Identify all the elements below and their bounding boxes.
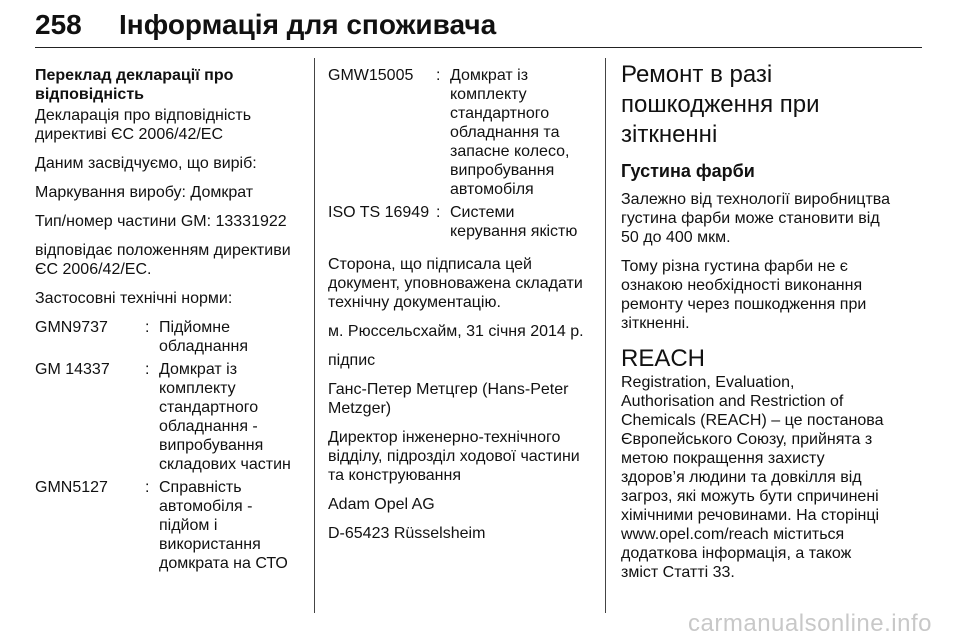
column-divider <box>605 58 606 613</box>
paragraph: Ганс-Петер Метцгер (Hans-Peter Metzger) <box>328 381 569 417</box>
norm-code: GM 14337 <box>35 361 110 378</box>
norm-desc: Справність автомобіля - підйом і використання домкрата на СТО <box>159 479 288 572</box>
norm-sep: : <box>436 67 441 84</box>
paragraph: Тип/номер частини GM: 13331922 <box>35 213 287 230</box>
paragraph: Застосовні технічні норми: <box>35 290 233 307</box>
paragraph: Директор інженерно-технічного відділу, підрозділ ходової частини та конструювання <box>328 429 580 484</box>
page-number: 258 <box>35 9 82 40</box>
norm-code: GMN9737 <box>35 319 108 336</box>
page-title: Інформація для споживача <box>119 9 497 40</box>
paragraph: підпис <box>328 352 376 369</box>
section-title: Ремонт в разі пошкодження при зіткненні <box>621 61 820 148</box>
column-3 <box>621 61 891 592</box>
norm-row <box>328 203 590 241</box>
norm-code: GMW15005 <box>328 67 414 84</box>
paragraph: Даним засвідчуємо, що виріб: <box>35 155 257 172</box>
paragraph: Декларація про відповідність директиві ЄС 2006/42/ЕС <box>35 107 252 143</box>
paragraph: Adam Opel AG <box>328 496 435 513</box>
paragraph: Сторона, що підписала цей документ, уповноважена складати технічну документацію. <box>328 256 583 311</box>
column-1 <box>35 66 298 577</box>
norm-row <box>35 478 298 573</box>
norm-code: ISO TS 16949 <box>328 204 430 221</box>
subsection-title: Густина фарби <box>621 161 755 181</box>
column-2 <box>328 66 590 553</box>
norm-row <box>35 318 298 356</box>
paragraph: D-65423 Rüsselsheim <box>328 525 486 542</box>
norm-desc: Системи керування якістю <box>450 204 578 240</box>
norm-sep: : <box>145 361 150 378</box>
norm-sep: : <box>145 319 150 336</box>
paragraph: Тому різна густина фарби не є ознакою необхідності виконання ремонту через пошкодження при зіткненні. <box>621 258 867 332</box>
header-rule <box>35 47 922 48</box>
norm-sep: : <box>436 204 441 221</box>
paragraph: Маркування виробу: Домкрат <box>35 184 254 201</box>
norm-row <box>328 66 590 199</box>
norm-desc: Домкрат із комплекту стандартного обладнання - випробування складових частин <box>159 361 291 473</box>
reach-title: REACH <box>621 345 706 372</box>
norm-sep: : <box>145 479 150 496</box>
section-heading: Переклад декларації про відповідність <box>35 67 234 103</box>
paragraph: відповідає положенням директиви ЄС 2006/42/ЕС. <box>35 242 291 278</box>
norm-code: GMN5127 <box>35 479 108 496</box>
paragraph: м. Рюссельсхайм, 31 січня 2014 р. <box>328 323 584 340</box>
paragraph: Залежно від технології виробництва густина фарби може становити від 50 до 400 мкм. <box>621 191 890 246</box>
norm-row <box>35 360 298 474</box>
reach-paragraph: Registration, Evaluation, Authorisation and Restriction of Chemicals (REACH) – це постанова Європейського Союзу, прийнята з метою покращення захисту здоров’я людини та довкілля від загроз, які можуть бути спричинені хімічними речовинами. На сторінці www.opel.com/reach міститься додаткова інформація, а також зміст Статті 33. <box>621 374 884 581</box>
norm-desc: Підйомне обладнання <box>159 319 248 355</box>
norm-desc: Домкрат із комплекту стандартного обладнання та запасне колесо, випробування автомобіля <box>450 67 570 198</box>
watermark-text: carmanualsonline.info <box>688 610 932 637</box>
page-header <box>35 5 922 45</box>
column-divider <box>314 58 315 613</box>
